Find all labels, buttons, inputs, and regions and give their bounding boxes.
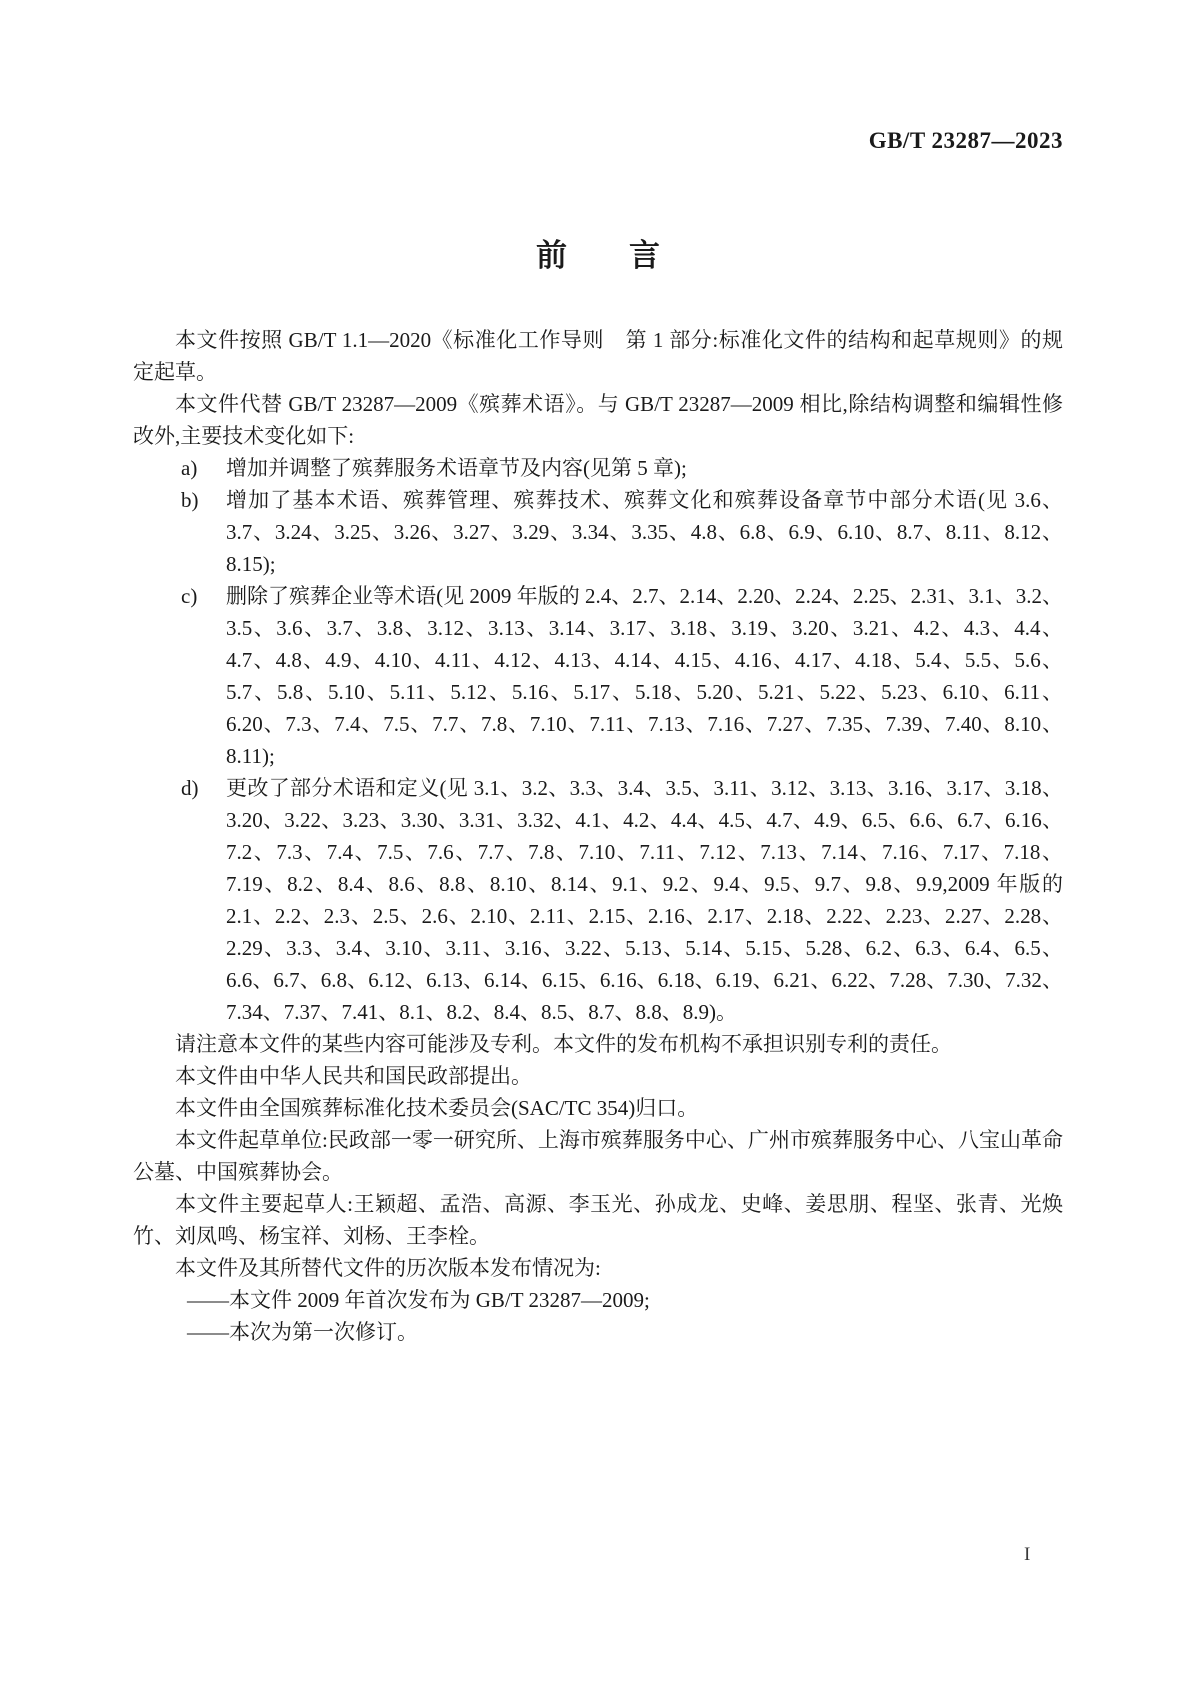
- history-item: ——本文件 2009 年首次发布为 GB/T 23287—2009;: [187, 1288, 650, 1312]
- intro-paragraph: 本文件按照 GB/T 1.1—2020《标准化工作导则 第 1 部分:标准化文件的结构和起草规则》的规定起草。: [133, 328, 1063, 384]
- page-number: I: [1024, 1544, 1031, 1565]
- closing-paragraph: 请注意本文件的某些内容可能涉及专利。本文件的发布机构不承担识别专利的责任。: [175, 1032, 952, 1056]
- change-item-a: [133, 452, 1063, 484]
- item-text: 增加并调整了殡葬服务术语章节及内容(见第 5 章);: [226, 456, 687, 480]
- foreword-body: [133, 324, 1063, 1348]
- change-item-b: [133, 484, 1063, 580]
- intro-paragraph: 本文件代替 GB/T 23287—2009《殡葬术语》。与 GB/T 23287—2009 相比,除结构调整和编辑性修改外,主要技术变化如下:: [133, 392, 1063, 448]
- item-label: c): [181, 584, 198, 608]
- change-item-d: [133, 772, 1063, 1028]
- closing-paragraph: 本文件由全国殡葬标准化技术委员会(SAC/TC 354)归口。: [175, 1096, 699, 1120]
- closing-paragraph: 本文件及其所替代文件的历次版本发布情况为:: [175, 1256, 601, 1280]
- closing-paragraph: 本文件由中华人民共和国民政部提出。: [175, 1064, 532, 1088]
- item-text: 增加了基本术语、殡葬管理、殡葬技术、殡葬文化和殡葬设备章节中部分术语(见 3.6、3.7、3.24、3.25、3.26、3.27、3.29、3.34、3.35、4.8、6.8、6.9、6.10、8.7、8.11、8.12、8.15);: [226, 488, 1063, 576]
- closing-paragraph: 本文件主要起草人:王颖超、孟浩、高源、李玉光、孙成龙、史峰、姜思朋、程坚、张青、光焕竹、刘凤鸣、杨宝祥、刘杨、王李栓。: [133, 1192, 1063, 1248]
- history-item: ——本次为第一次修订。: [187, 1320, 418, 1344]
- item-text: 更改了部分术语和定义(见 3.1、3.2、3.3、3.4、3.5、3.11、3.12、3.13、3.16、3.17、3.18、3.20、3.22、3.23、3.30、3.31、3.32、4.1、4.2、4.4、4.5、4.7、4.9、6.5、6.6、6.7、6.16、7.2、7.3、7.4、7.5、7.6、7.7、7.8、7.10、7.11、7.12、7.13、7.14、7.16、7.17、7.18、7.19、8.2、8.4、8.6、8.8、8.10、8.14、9.1、9.2、9.4、9.5、9.7、9.8、9.9,2009 年版的 2.1、2.2、2.3、2.5、2.6、2.10、2.11、2.15、2.16、2.17、2.18、2.22、2.23、2.27、2.28、2.29、3.3、3.4、3.10、3.11、3.16、3.22、5.13、5.14、5.15、5.28、6.2、6.3、6.4、6.5、6.6、6.7、6.8、6.12、6.13、6.14、6.15、6.16、6.18、6.19、6.21、6.22、7.28、7.30、7.32、7.34、7.37、7.41、8.1、8.2、8.4、8.5、8.7、8.8、8.9)。: [226, 776, 1063, 1024]
- closing-paragraph: 本文件起草单位:民政部一零一研究所、上海市殡葬服务中心、广州市殡葬服务中心、八宝山革命公墓、中国殡葬协会。: [133, 1128, 1063, 1184]
- page-title: 前 言: [536, 238, 660, 273]
- item-text: 删除了殡葬企业等术语(见 2009 年版的 2.4、2.7、2.14、2.20、2.24、2.25、2.31、3.1、3.2、3.5、3.6、3.7、3.8、3.12、3.13、3.14、3.17、3.18、3.19、3.20、3.21、4.2、4.3、4.4、4.7、4.8、4.9、4.10、4.11、4.12、4.13、4.14、4.15、4.16、4.17、4.18、5.4、5.5、5.6、5.7、5.8、5.10、5.11、5.12、5.16、5.17、5.18、5.20、5.21、5.22、5.23、6.10、6.11、6.20、7.3、7.4、7.5、7.7、7.8、7.10、7.11、7.13、7.16、7.27、7.35、7.39、7.40、8.10、8.11);: [226, 584, 1063, 768]
- change-item-c: [133, 580, 1063, 772]
- item-label: d): [181, 776, 199, 800]
- standard-code: GB/T 23287—2023: [868, 128, 1063, 153]
- item-label: b): [181, 488, 199, 512]
- item-label: a): [181, 456, 198, 480]
